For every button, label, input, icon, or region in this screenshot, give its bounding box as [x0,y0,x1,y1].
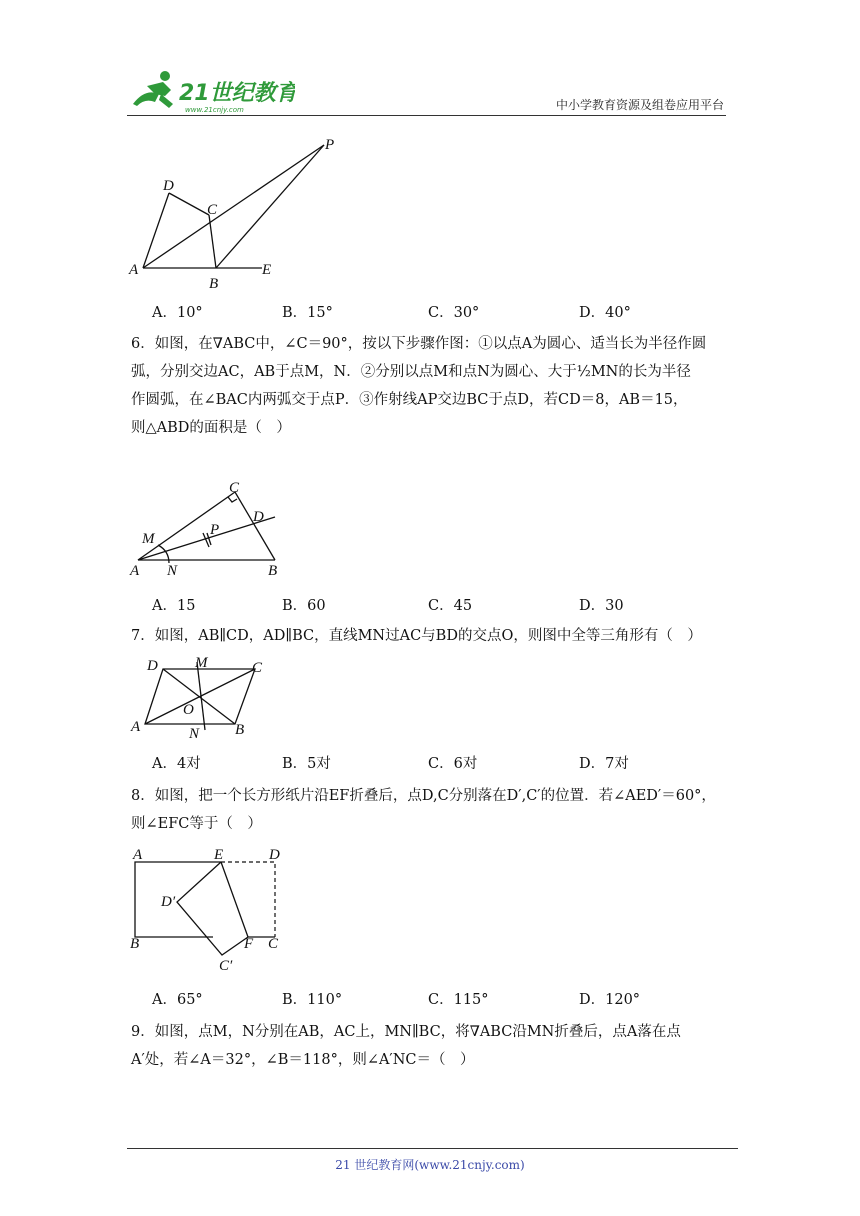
q8-label-c: C [268,936,279,952]
q6-line-1: 6．如图，在∇ABC中，∠C＝90°，按以下步骤作图：①以点A为圆心、适当长为半径作圆 [131,336,707,352]
q5-option-c: C．30° [428,305,480,321]
q5-option-a: A．10° [152,305,203,321]
q6-label-c: C [229,480,240,496]
footer-text: 21 世纪教育网(www.21cnjy.com) [335,1158,525,1172]
q8-stem [131,782,737,838]
q7-label-b: B [235,722,245,738]
q5-label-a: A [129,262,139,278]
q5-label-c: C [207,202,218,218]
runner-icon [133,71,173,108]
q8-option-c: C．115° [428,992,489,1008]
q5-label-d: D [163,178,174,194]
q5-figure [125,135,355,295]
q6-label-p: P [210,522,220,538]
q7-label-o: O [183,702,194,718]
q5-option-b: B．15° [282,305,333,321]
q6-line-2: 弧，分别交边AC，AB于点M，N．②分别以点M和点N为圆心、大于½MN的长为半径 [131,364,691,380]
q5-label-p: P [325,137,335,153]
q9-stem [131,1018,737,1074]
site-tagline: 中小学教育资源及组卷应用平台 [555,98,724,112]
q7-option-a: A．4对 [152,756,201,772]
q8-label-b: B [130,936,140,952]
q8-label-c-prime: C′ [219,958,233,974]
q6-line-3: 作圆弧，在∠BAC内两弧交于点P．③作射线AP交边BC于点D，若CD＝8，AB＝15， [131,392,688,408]
q8-label-e: E [214,847,224,863]
q7-label-d: D [147,658,158,674]
q6-label-d: D [253,509,264,525]
q6-option-c: C．45 [428,598,473,614]
q7-label-n: N [189,726,200,740]
q6-stem [131,330,737,442]
header-divider [127,115,726,116]
q8-figure [125,845,295,975]
q8-label-f: F [244,936,254,952]
q6-label-m: M [142,531,155,547]
q7-label-a: A [131,719,141,735]
site-logo [125,66,295,116]
q6-option-a: A．15 [152,598,196,614]
q8-label-a: A [133,847,143,863]
q6-label-n: N [167,563,178,579]
q8-option-a: A．65° [152,992,203,1008]
q6-option-b: B．60 [282,598,326,614]
q6-label-a: A [130,563,140,579]
q8-line-2: 则∠EFC等于（ ） [131,816,262,832]
q8-label-d-prime: D′ [161,894,176,910]
q7-option-d: D．7对 [579,756,629,772]
q7-label-m: M [195,655,208,671]
q7-figure [125,652,275,740]
q8-option-b: B．110° [282,992,343,1008]
q9-line-2: A′处，若∠A＝32°，∠B＝118°，则∠A′NC＝（ ） [131,1052,475,1068]
q9-line-1: 9．如图，点M，N分别在AB，AC上，MN∥BC，将∇ABC沿MN折叠后，点A落在点 [131,1024,681,1040]
q7-option-c: C．6对 [428,756,478,772]
q6-line-4: 则△ABD的面积是（ ） [131,420,291,436]
q8-label-d: D [269,847,280,863]
q7-option-b: B．5对 [282,756,331,772]
q7-stem [131,622,737,650]
q7-line-1: 7．如图，AB∥CD，AD∥BC，直线MN过AC与BD的交点O，则图中全等三角形有（ ） [131,628,702,644]
footer-divider [127,1148,738,1149]
logo-url: www.21cnjy.com [185,106,244,114]
q5-label-b: B [209,276,219,292]
q6-option-d: D．30 [579,598,624,614]
q6-figure [125,475,305,585]
q6-label-b: B [268,563,278,579]
logo-text: 21世纪教育 [179,81,295,106]
q7-label-c: C [252,660,263,676]
q8-option-d: D．120° [579,992,641,1008]
q8-line-1: 8．如图，把一个长方形纸片沿EF折叠后，点D,C分别落在D′,C′的位置．若∠AED′＝60°， [131,788,716,804]
q5-option-d: D．40° [579,305,631,321]
q5-label-e: E [262,262,272,278]
